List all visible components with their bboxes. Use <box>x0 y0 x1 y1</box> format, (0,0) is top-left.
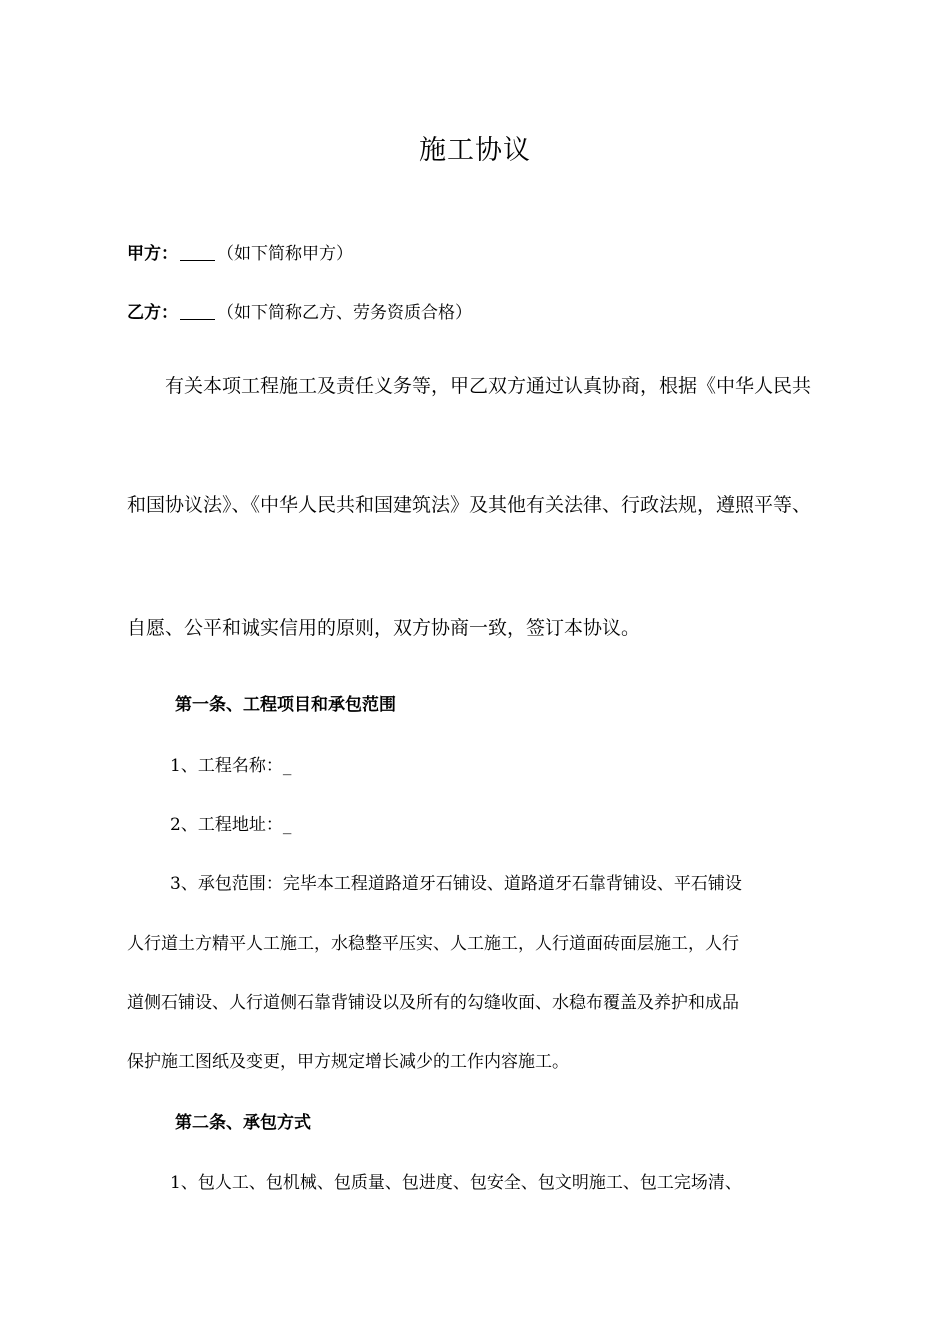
party-a-line <box>127 246 353 263</box>
article-1-heading: 第一条、工程项目和承包范围 <box>175 695 396 715</box>
scope-line: 人行道土方精平人工施工，水稳整平压实、人工施工，人行道面砖面层施工，人行 <box>127 934 739 954</box>
scope-line: 3、承包范围：完毕本工程道路道牙石铺设、道路道牙石靠背铺设、平石铺设 <box>170 874 742 894</box>
document-title: 施工协议 <box>419 135 531 166</box>
scope-line: 道侧石铺设、人行道侧石靠背铺设以及所有的勾缝收面、水稳布覆盖及养护和成品 <box>127 993 739 1013</box>
intro-line: 自愿、公平和诚实信用的原则，双方协商一致，签订本协议。 <box>127 617 641 639</box>
party-a-blank <box>180 260 215 261</box>
party-b-line <box>127 305 472 322</box>
project-name-item: 1、工程名称：_ <box>170 756 292 776</box>
party-b-blank <box>180 319 215 320</box>
scope-line: 保护施工图纸及变更，甲方规定增长减少的工作内容施工。 <box>127 1052 569 1072</box>
article-2-heading: 第二条、承包方式 <box>175 1113 311 1133</box>
party-a-note: （如下简称甲方） <box>217 244 353 264</box>
party-b-note: （如下简称乙方、劳务资质合格） <box>217 303 472 323</box>
party-b-label: 乙方： <box>127 303 178 323</box>
contract-mode-item: 1、包人工、包机械、包质量、包进度、包安全、包文明施工、包工完场清、 <box>170 1173 742 1193</box>
intro-line: 和国协议法》、《中华人民共和国建筑法》及其他有关法律、行政法规，遵照平等、 <box>127 494 812 516</box>
party-a-label: 甲方： <box>127 244 178 264</box>
intro-line: 有关本项工程施工及责任义务等，甲乙双方通过认真协商，根据《中华人民共 <box>165 375 812 397</box>
project-address-item: 2、工程地址：_ <box>170 815 292 835</box>
